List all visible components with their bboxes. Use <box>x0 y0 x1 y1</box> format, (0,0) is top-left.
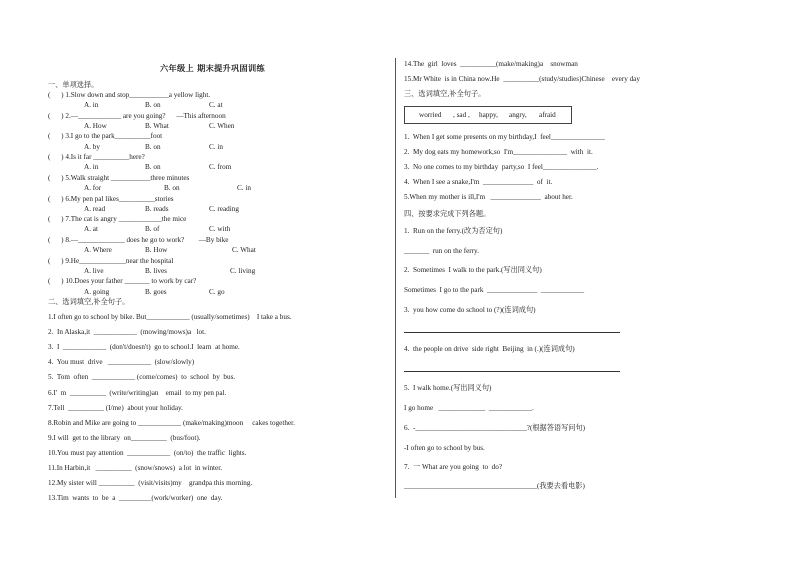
question-stem: ( ) 9.He_____________near the hospital <box>48 256 174 265</box>
answer-line <box>404 332 620 333</box>
fill-blank-item: 7.Tell __________ (I/me) about your holiday. <box>48 403 183 412</box>
fill-blank-item: 12.My sister will __________ (visit/visits)my grandpa this morning. <box>48 479 253 488</box>
answer-option: C. at <box>209 101 223 110</box>
answer-option: A. in <box>84 101 99 110</box>
question-stem: ( ) 3.I go to the park__________foot <box>48 132 163 141</box>
fill-blank-item: 1.I often go to school by bike. But____________ (usually/sometimes) I take a bus. <box>48 313 292 321</box>
section4-heading: 四、按要求完成下列各题。 <box>404 209 491 218</box>
exercise-line: 7. 一 What are you going to do? <box>404 463 503 471</box>
right-item-15: 15.Mr White is in China now.He __________(study/studies)Chinese every day <box>404 75 640 83</box>
exercise-line: 6. -_______________________________?(根据答语写问句) <box>404 424 586 432</box>
exercise-line: 2. Sometimes I walk to the park.(写出同义句) <box>404 266 542 274</box>
exercise-line: I go home _____________ ____________. <box>404 404 534 412</box>
answer-option: C. in <box>237 184 251 192</box>
answer-option: B. reads <box>145 204 169 213</box>
exercise-line: Sometimes I go to the park ______________ ____________ <box>404 286 585 294</box>
answer-option: C. go <box>209 287 225 296</box>
word-box-word: , sad , <box>453 111 470 119</box>
answer-option: B. How <box>145 246 168 255</box>
exercise-line: _______ run on the ferry. <box>404 247 479 255</box>
fill-blank-item: 13.Tim wants to be a _________(work/worker) one day. <box>48 494 223 503</box>
fill-blank-item: 1. When I get some presents on my birthday,I feel_______________ <box>404 133 605 141</box>
word-box-word: happy, <box>479 111 498 119</box>
answer-option: A. at <box>84 225 98 234</box>
answer-option: A. for <box>84 184 102 192</box>
exercise-line: _____________________________________(我要去看电影) <box>404 482 585 490</box>
exercise-line: -I often go to school by bus. <box>404 444 485 452</box>
answer-line <box>404 371 620 372</box>
word-box-word: afraid <box>539 111 556 119</box>
fill-blank-item: 11.In Harbin,it __________ (snow/snows) a lot in winter. <box>48 464 223 472</box>
word-box <box>404 106 572 124</box>
fill-blank-item: 3. I ____________ (don't/doesn't) go to school.I learn at home. <box>48 343 240 352</box>
question-stem: ( ) 5.Walk straight ___________three minutes <box>48 173 190 182</box>
answer-option: B. on <box>164 184 180 192</box>
exercise-line: 4. the people on drive side right Beijing in (.)(连词成句) <box>404 345 575 353</box>
section1-heading: 一、单项选择。 <box>48 80 99 89</box>
answer-option: A. read <box>84 204 106 213</box>
answer-option: C. reading <box>209 204 239 213</box>
fill-blank-item: 5. Tom often ____________ (come/comes) to school by bus. <box>48 373 236 382</box>
fill-blank-item: 8.Robin and Mike are going to ____________ (make/making)moon cakes together. <box>48 418 295 427</box>
answer-option: B. lives <box>145 266 167 275</box>
fill-blank-item: 2. My dog eats my homework,so I'm_______________ with it. <box>404 148 593 156</box>
fill-blank-item: 4. When I see a snake,I'm ______________ of it. <box>404 178 553 186</box>
column-divider <box>395 58 396 498</box>
answer-option: A. How <box>84 121 107 130</box>
section2-heading: 二、选词填空,补全句子。 <box>48 297 130 306</box>
page-title: 六年级上 期末提升巩固训练 <box>160 63 266 73</box>
fill-blank-item: 10.You must pay attention ____________ (on/to) the traffic lights. <box>48 448 247 457</box>
question-stem: ( ) 8.—_____________ does he go to work? —By bike <box>48 235 229 244</box>
exercise-line: 5. I walk home.(写出同义句) <box>404 384 492 392</box>
fill-blank-item: 6.I' m __________ (write/writing)an email to my pen pal. <box>48 388 227 397</box>
answer-option: C. What <box>232 246 256 255</box>
answer-option: C. living <box>230 266 256 275</box>
answer-option: B. of <box>145 225 160 234</box>
answer-option: A. live <box>84 266 104 275</box>
answer-option: C. When <box>209 121 235 130</box>
word-box-word: worried <box>419 111 442 119</box>
word-box-word: angry, <box>509 111 527 119</box>
answer-option: A. Where <box>84 246 112 255</box>
answer-option: C. from <box>209 163 232 172</box>
exercise-line: 3. you how come do school to (?)(连词成句) <box>404 306 536 314</box>
answer-option: A. going <box>84 287 110 296</box>
question-stem: ( ) 4.Is it far __________here? <box>48 153 145 162</box>
answer-option: B. What <box>145 121 169 130</box>
answer-option: B. on <box>145 101 161 110</box>
question-stem: ( ) 2.—____________ are you going? —This afternoon <box>48 111 226 120</box>
answer-option: A. in <box>84 163 99 172</box>
fill-blank-item: 3. No one comes to my birthday party,so I feel_______________. <box>404 163 599 171</box>
answer-option: B. on <box>145 163 161 172</box>
answer-option: A. by <box>84 142 100 151</box>
answer-option: B. goes <box>145 287 167 296</box>
answer-option: C. with <box>209 225 231 234</box>
answer-option: C. in <box>209 142 223 151</box>
answer-option: B. on <box>145 142 161 151</box>
question-stem: ( ) 1.Slow down and stop___________a yellow light. <box>48 91 211 99</box>
section3-heading: 三、选词填空,补全句子。 <box>404 89 486 98</box>
question-stem: ( ) 10.Does your father _______ to work by car? <box>48 277 197 286</box>
fill-blank-item: 5.When my mother is ill,I'm ______________ about her. <box>404 193 573 201</box>
right-item-14: 14.The girl loves __________(make/making)a snowman <box>404 60 578 68</box>
fill-blank-item: 2. In Alaska,it ____________ (mowing/mows)a lot. <box>48 328 206 337</box>
question-stem: ( ) 7.The cat is angry ____________the mice <box>48 215 187 224</box>
fill-blank-item: 4. You must drive ____________ (slow/slowly) <box>48 358 195 367</box>
question-stem: ( ) 6.My pen pal likes__________stories <box>48 194 174 203</box>
fill-blank-item: 9.I will get to the library on__________ (bus/foot). <box>48 433 201 442</box>
exercise-line: 1. Run on the ferry.(改为否定句) <box>404 227 503 235</box>
